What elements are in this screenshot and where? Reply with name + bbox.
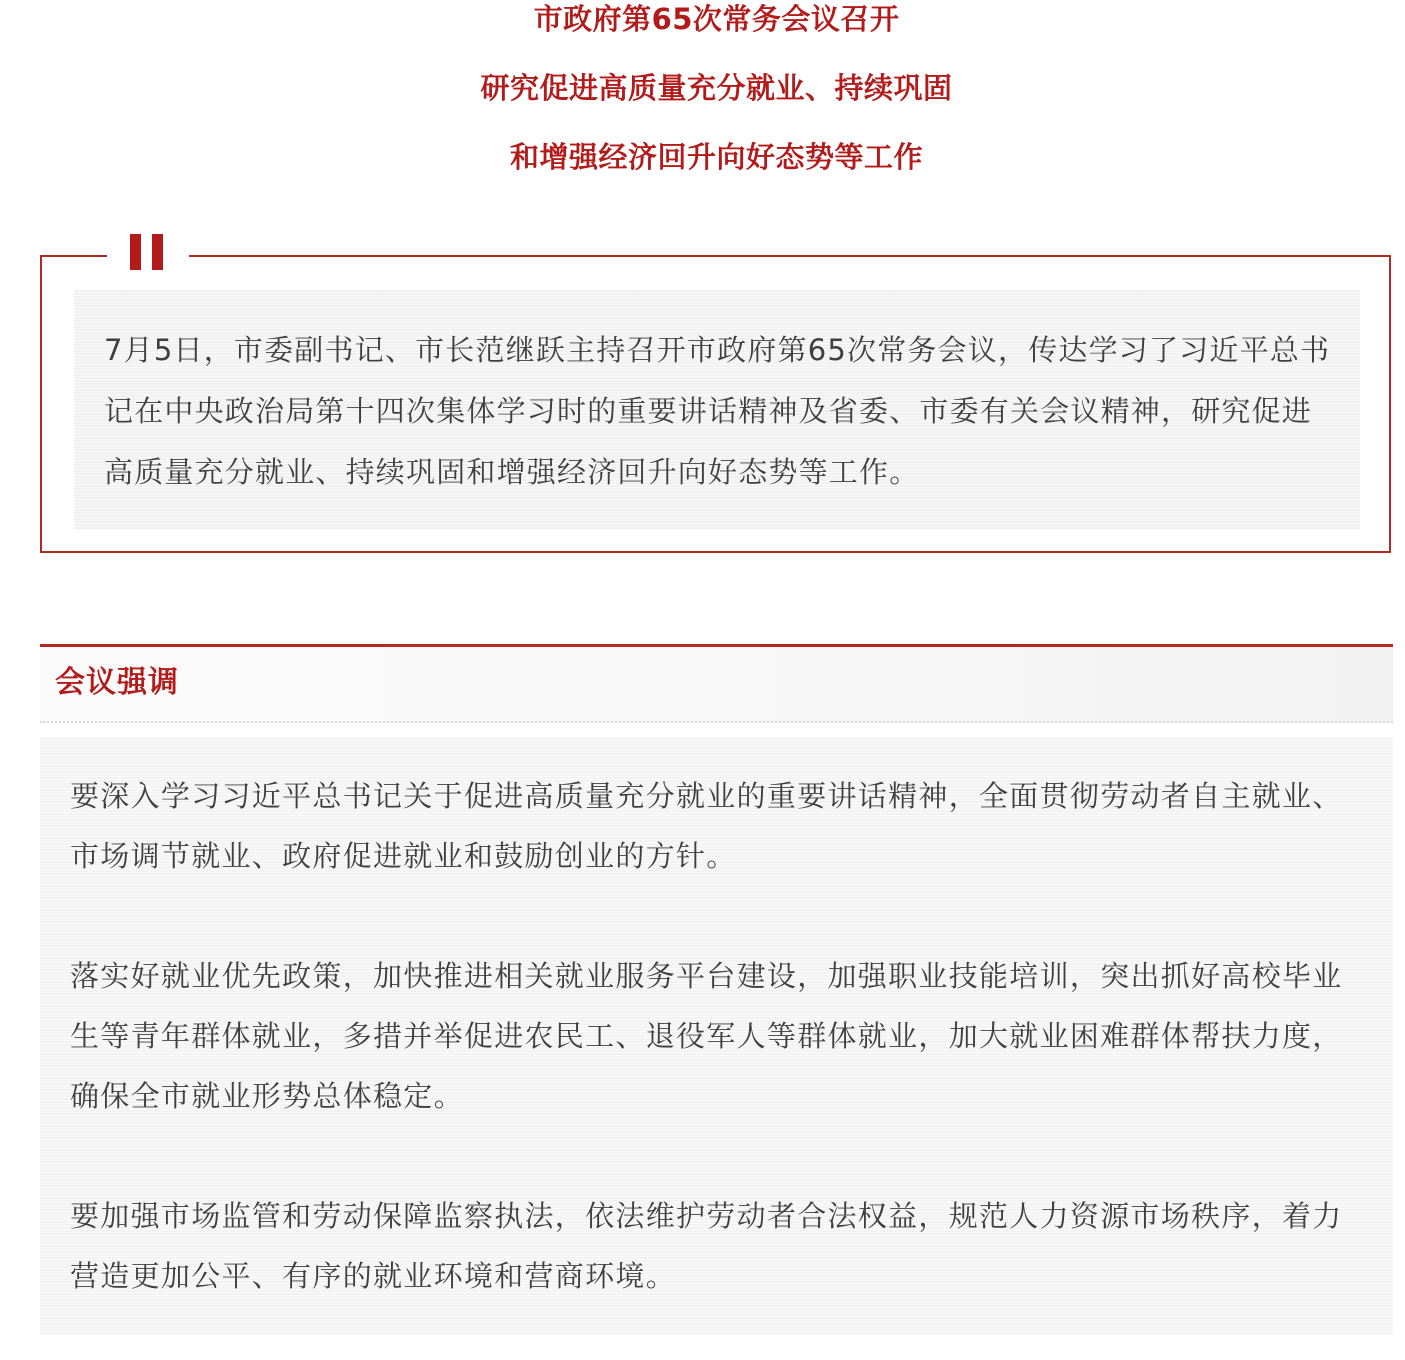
double-bar-marker-right bbox=[152, 234, 163, 270]
summary-frame-gap bbox=[107, 248, 189, 264]
emphasis-paragraph-1: 要深入学习习近平总书记关于促进高质量充分就业的重要讲话精神，全面贯彻劳动者自主就业、市场调节就业、政府促进就业和鼓励创业的方针。 bbox=[70, 779, 1343, 873]
emphasis-paragraph-3: 要加强市场监管和劳动保障监察执法，依法维护劳动者合法权益，规范人力资源市场秩序，着力营造更加公平、有序的就业环境和营商环境。 bbox=[70, 1199, 1343, 1293]
headline-line-1: 市政府第65次常务会议召开 bbox=[533, 2, 900, 36]
summary-text: 7月5日，市委副书记、市长范继跃主持召开市政府第65次常务会议，传达学习了习近平总书记在中央政治局第十四次集体学习时的重要讲话精神及省委、市委有关会议精神，研究促进高质量充分就业、持续巩固和增强经济回升向好态势等工作。 bbox=[104, 333, 1331, 489]
section-header-background bbox=[40, 647, 1393, 723]
headline-line-2: 研究促进高质量充分就业、持续巩固 bbox=[480, 71, 953, 105]
double-bar-marker-left bbox=[130, 234, 141, 270]
emphasis-paragraph-2: 落实好就业优先政策，加快推进相关就业服务平台建设，加强职业技能培训，突出抓好高校毕业生等青年群体就业，多措并举促进农民工、退役军人等群体就业，加大就业困难群体帮扶力度，确保全市就业形势总体稳定。 bbox=[70, 959, 1343, 1113]
section-title: 会议强调 bbox=[55, 665, 179, 700]
headline-line-3: 和增强经济回升向好态势等工作 bbox=[509, 140, 923, 174]
